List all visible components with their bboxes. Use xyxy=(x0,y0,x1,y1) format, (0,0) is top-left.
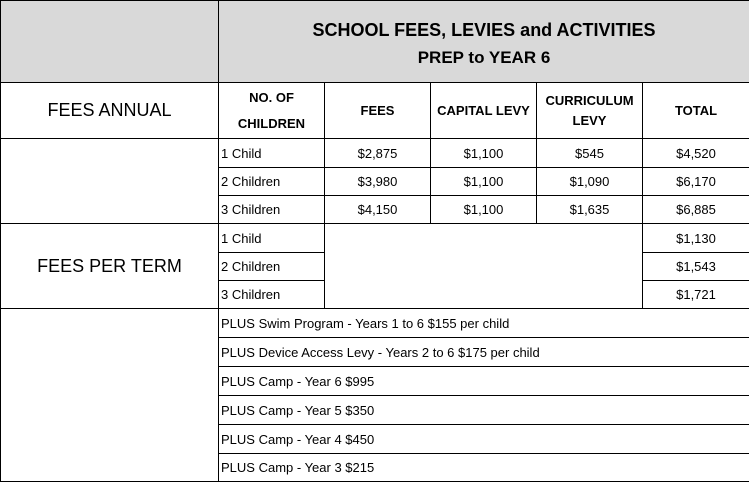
header-children-line1: NO. OF xyxy=(249,89,294,105)
annual-fees: $2,875 xyxy=(325,139,431,168)
annual-fees: $3,980 xyxy=(325,168,431,196)
header-curriculum-line2: LEVY xyxy=(572,112,607,128)
title-blank-cell xyxy=(1,1,219,83)
annual-row xyxy=(1,139,749,168)
annual-curriculum: $1,090 xyxy=(537,168,643,196)
annual-children: 3 Children xyxy=(219,196,325,224)
annual-blank-cell xyxy=(1,139,219,224)
term-row xyxy=(1,224,749,253)
table-title xyxy=(219,1,749,83)
annual-curriculum: $1,635 xyxy=(537,196,643,224)
term-total: $1,543 xyxy=(643,253,749,281)
extra-item: PLUS Camp - Year 6 $995 xyxy=(219,367,749,396)
annual-children: 1 Child xyxy=(219,139,325,168)
annual-total: $6,170 xyxy=(643,168,749,196)
header-total: TOTAL xyxy=(643,83,749,139)
header-row xyxy=(1,83,749,139)
header-capital-levy: CAPITAL LEVY xyxy=(431,83,537,139)
annual-capital: $1,100 xyxy=(431,168,537,196)
annual-fees: $4,150 xyxy=(325,196,431,224)
term-children: 3 Children xyxy=(219,281,325,309)
title-line-1: SCHOOL FEES, LEVIES and ACTIVITIES xyxy=(312,19,656,40)
extra-item: PLUS Camp - Year 5 $350 xyxy=(219,396,749,425)
header-children xyxy=(219,83,325,139)
term-children: 1 Child xyxy=(219,224,325,253)
term-total: $1,130 xyxy=(643,224,749,253)
annual-total: $6,885 xyxy=(643,196,749,224)
annual-total: $4,520 xyxy=(643,139,749,168)
extra-item: PLUS Camp - Year 3 $215 xyxy=(219,454,749,482)
annual-capital: $1,100 xyxy=(431,196,537,224)
extras-blank-cell xyxy=(1,309,219,482)
extra-row xyxy=(1,309,749,338)
term-total: $1,721 xyxy=(643,281,749,309)
header-curriculum-line1: CURRICULUM xyxy=(545,92,634,108)
title-row xyxy=(1,1,749,83)
annual-capital: $1,100 xyxy=(431,139,537,168)
extra-item: PLUS Camp - Year 4 $450 xyxy=(219,425,749,454)
extra-item: PLUS Device Access Levy - Years 2 to 6 $175 per child xyxy=(219,338,749,367)
fees-annual-label: FEES ANNUAL xyxy=(1,83,219,139)
annual-children: 2 Children xyxy=(219,168,325,196)
title-line-2: PREP to YEAR 6 xyxy=(417,47,551,67)
extra-item: PLUS Swim Program - Years 1 to 6 $155 per child xyxy=(219,309,749,338)
header-fees: FEES xyxy=(325,83,431,139)
term-merged-blank xyxy=(325,224,643,309)
header-children-line2: CHILDREN xyxy=(237,115,306,131)
fees-per-term-label: FEES PER TERM xyxy=(1,224,219,309)
header-curriculum-levy xyxy=(537,83,643,139)
term-children: 2 Children xyxy=(219,253,325,281)
annual-curriculum: $545 xyxy=(537,139,643,168)
